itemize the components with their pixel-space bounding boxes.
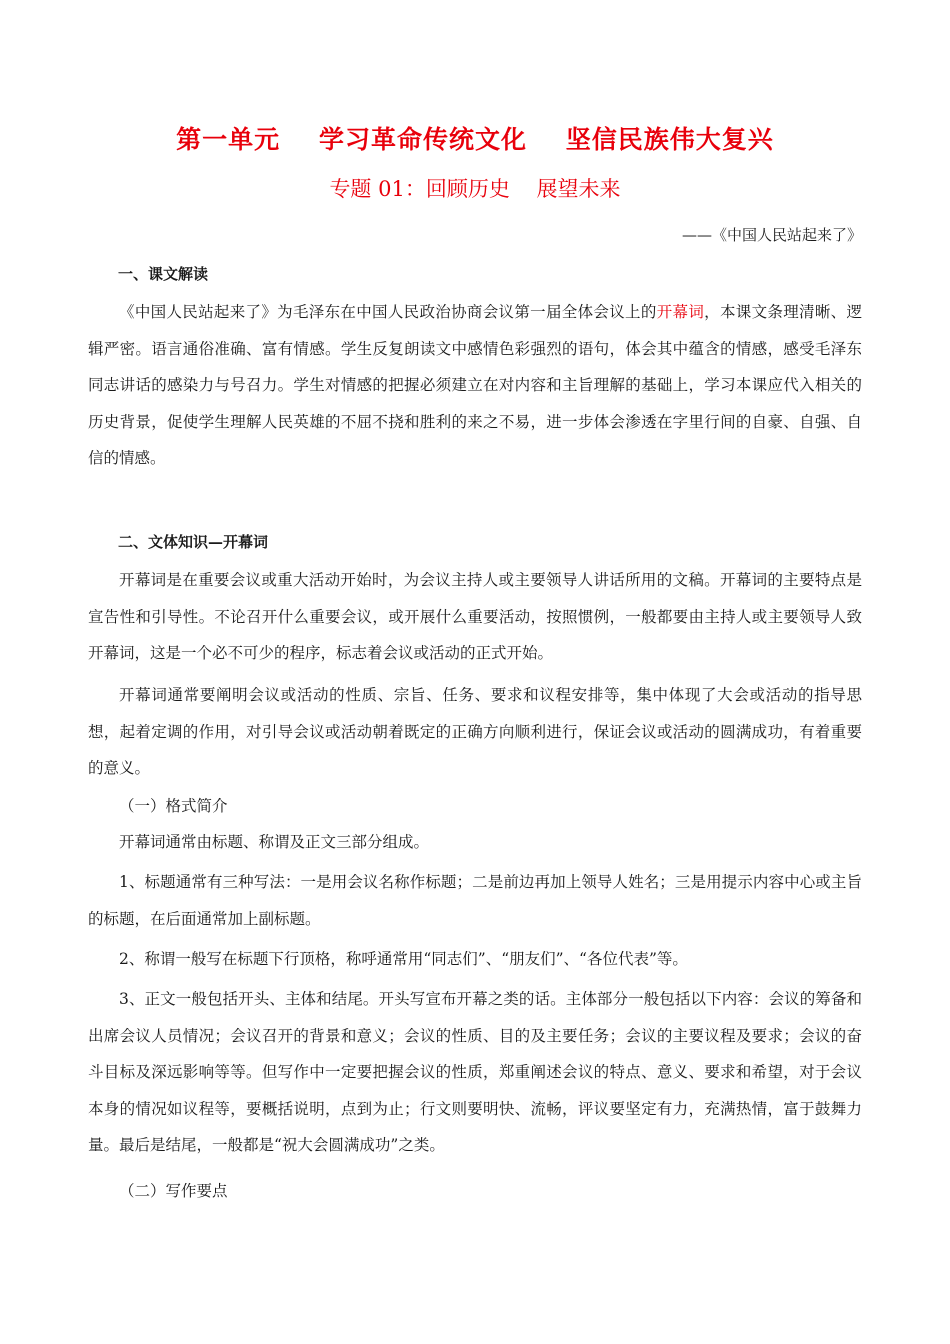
paragraph-title-rules: 1、标题通常有三种写法：一是用会议名称作标题；二是前边再加上领导人姓名；三是用提示内容中心或主旨的标题，在后面通常加上副标题。	[88, 873, 862, 928]
paragraph-text-part: 《中国人民站起来了》为毛泽东在中国人民政治协商会议第一届全体会议上的	[119, 303, 657, 321]
topic-subtitle: 专题 01：回顾历史 展望未来	[329, 177, 621, 201]
subheading-format: （一）格式简介	[119, 797, 228, 815]
source-attribution: ——《中国人民站起来了》	[681, 226, 862, 244]
subheading-writing-points: （二）写作要点	[119, 1182, 228, 1200]
paragraph-structure: 开幕词通常由标题、称谓及正文三部分组成。	[119, 833, 430, 851]
paragraph-definition: 开幕词是在重要会议或重大活动开始时，为会议主持人或主要领导人讲话所用的文稿。开幕词的主要特点是宣告性和引导性。不论召开什么重要会议，或开展什么重要活动，按照惯例，一般都要由主持人或主要领导人致开幕词，这是一个必不可少的程序，标志着会议或活动的正式开始。	[88, 571, 862, 662]
section-heading-text-interpretation: 一、课文解读	[118, 265, 209, 283]
section-heading-genre-knowledge: 二、文体知识—开幕词	[118, 533, 269, 551]
paragraph-body-rules: 3、正文一般包括开头、主体和结尾。开头写宣布开幕之类的话。主体部分一般包括以下内容：会议的筹备和出席会议人员情况；会议召开的背景和意义；会议的性质、目的及主要任务；会议的主要议程及要求；会议的奋斗目标及深远影响等等。但写作中一定要把握会议的性质，郑重阐述会议的特点、意义、要求和希望，对于会议本身的情况如议程等，要概括说明，点到为止；行文则要明快、流畅，评议要坚定有力，充满热情，富于鼓舞力量。最后是结尾，一般都是“祝大会圆满成功”之类。	[88, 990, 862, 1154]
highlight-keyword: 开幕词	[656, 303, 705, 321]
paragraph-text-part: ，本课文条理清晰、逻辑严密。语言通俗准确、富有情感。学生反复朗读文中感情色彩强烈的语句，体会其中蕴含的情感，感受毛泽东同志讲话的感染力与号召力。学生对情感的把握必须建立在对内容和主旨理解的基础上，学习本课应代入相关的历史背景，促使学生理解人民英雄的不屈不挠和胜利的来之不易，进一步体会渗透在字里行间的自豪、自强、自信的情感。	[88, 303, 862, 467]
unit-title: 第一单元 学习革命传统文化 坚信民族伟大复兴	[176, 125, 774, 154]
paragraph-text-interpretation	[88, 294, 862, 477]
paragraph-purpose: 开幕词通常要阐明会议或活动的性质、宗旨、任务、要求和议程安排等，集中体现了大会或活动的指导思想，起着定调的作用，对引导会议或活动朝着既定的正确方向顺利进行，保证会议或活动的圆满成功，有着重要的意义。	[88, 686, 862, 777]
paragraph-salutation: 2、称谓一般写在标题下行顶格，称呼通常用“同志们”、“朋友们”、“各位代表”等。	[119, 950, 688, 968]
